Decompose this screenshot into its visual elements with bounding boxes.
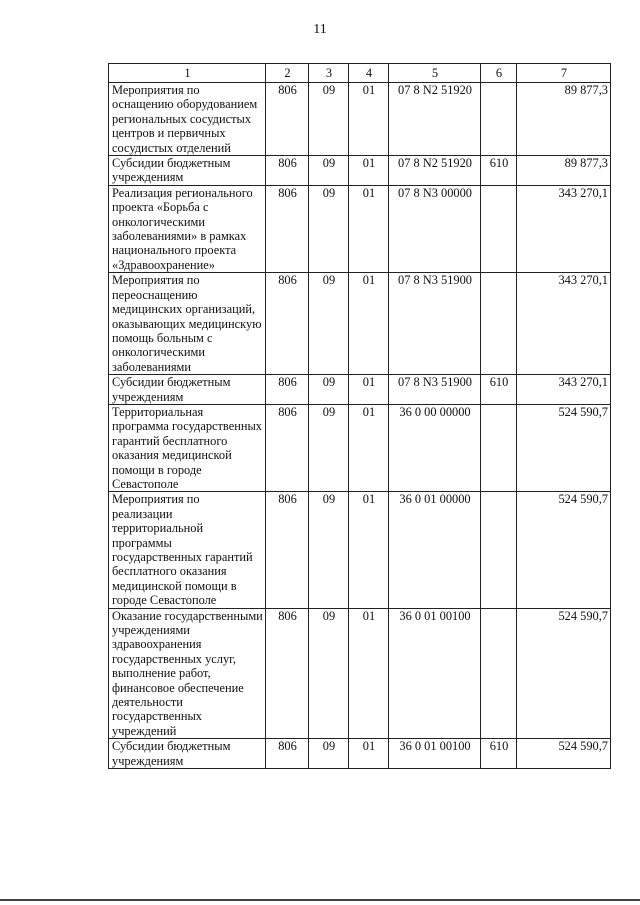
row-amount: 343 270,1	[517, 375, 611, 405]
row-ministry: 806	[266, 185, 309, 272]
row-section: 09	[309, 492, 349, 608]
row-subsection: 01	[349, 404, 389, 491]
row-target: 36 0 00 00000	[389, 404, 481, 491]
table-row	[109, 156, 611, 186]
row-ministry: 806	[266, 404, 309, 491]
table-row	[109, 404, 611, 491]
column-header-expense: 6	[481, 64, 517, 83]
column-header-name: 1	[109, 64, 266, 83]
row-amount: 89 877,3	[517, 156, 611, 186]
row-name: Субсидии бюджетным учреждениям	[109, 375, 266, 405]
row-section: 09	[309, 156, 349, 186]
row-name: Мероприятия по реализации территориальной программы государственных гарантий бесплатного оказания медицинской помощи в городе Севастополе	[109, 492, 266, 608]
row-target: 36 0 01 00100	[389, 739, 481, 769]
row-section: 09	[309, 739, 349, 769]
row-section: 09	[309, 608, 349, 739]
row-ministry: 806	[266, 273, 309, 375]
table-header-row	[109, 64, 611, 83]
row-expense	[481, 185, 517, 272]
row-target: 36 0 01 00100	[389, 608, 481, 739]
column-header-subsection: 4	[349, 64, 389, 83]
row-section: 09	[309, 273, 349, 375]
row-expense	[481, 404, 517, 491]
row-target: 07 8 N3 51900	[389, 375, 481, 405]
table-row	[109, 492, 611, 608]
table-row	[109, 83, 611, 156]
row-ministry: 806	[266, 375, 309, 405]
row-target: 07 8 N3 51900	[389, 273, 481, 375]
row-ministry: 806	[266, 739, 309, 769]
table-row	[109, 185, 611, 272]
row-ministry: 806	[266, 608, 309, 739]
row-subsection: 01	[349, 739, 389, 769]
row-expense	[481, 273, 517, 375]
table-row	[109, 375, 611, 405]
row-name: Мероприятия по оснащению оборудованием региональных сосудистых центров и первичных сосудистых отделений	[109, 83, 266, 156]
row-section: 09	[309, 185, 349, 272]
row-section: 09	[309, 404, 349, 491]
row-amount: 524 590,7	[517, 608, 611, 739]
row-target: 07 8 N2 51920	[389, 83, 481, 156]
column-header-ministry: 2	[266, 64, 309, 83]
row-amount: 89 877,3	[517, 83, 611, 156]
table-row	[109, 608, 611, 739]
row-expense: 610	[481, 375, 517, 405]
row-subsection: 01	[349, 273, 389, 375]
row-expense: 610	[481, 156, 517, 186]
row-name: Территориальная программа государственных гарантий бесплатного оказания медицинской помощи в городе Севастополе	[109, 404, 266, 491]
row-expense: 610	[481, 739, 517, 769]
row-amount: 343 270,1	[517, 273, 611, 375]
page-bottom-edge	[0, 899, 640, 901]
row-subsection: 01	[349, 156, 389, 186]
row-section: 09	[309, 375, 349, 405]
row-target: 07 8 N2 51920	[389, 156, 481, 186]
page-number: 11	[313, 22, 327, 37]
column-header-amount: 7	[517, 64, 611, 83]
row-subsection: 01	[349, 375, 389, 405]
row-amount: 524 590,7	[517, 404, 611, 491]
row-section: 09	[309, 83, 349, 156]
row-amount: 524 590,7	[517, 492, 611, 608]
row-name: Субсидии бюджетным учреждениям	[109, 156, 266, 186]
row-ministry: 806	[266, 83, 309, 156]
table-row	[109, 273, 611, 375]
row-target: 07 8 N3 00000	[389, 185, 481, 272]
row-subsection: 01	[349, 492, 389, 608]
budget-table	[108, 63, 611, 769]
row-target: 36 0 01 00000	[389, 492, 481, 608]
row-expense	[481, 492, 517, 608]
row-name: Субсидии бюджетным учреждениям	[109, 739, 266, 769]
row-expense	[481, 83, 517, 156]
column-header-section: 3	[309, 64, 349, 83]
row-expense	[481, 608, 517, 739]
row-name: Реализация регионального проекта «Борьба с онкологическими заболеваниями» в рамках национального проекта «Здравоохранение»	[109, 185, 266, 272]
row-ministry: 806	[266, 156, 309, 186]
row-subsection: 01	[349, 185, 389, 272]
table-row	[109, 739, 611, 769]
row-subsection: 01	[349, 608, 389, 739]
row-name: Оказание государственными учреждениями здравоохранения государственных услуг, выполнение работ, финансовое обеспечение деятельности государственных учреждений	[109, 608, 266, 739]
column-header-target: 5	[389, 64, 481, 83]
row-ministry: 806	[266, 492, 309, 608]
row-name: Мероприятия по переоснащению медицинских организаций, оказывающих медицинскую помощь больным с онкологическими заболеваниями	[109, 273, 266, 375]
row-subsection: 01	[349, 83, 389, 156]
row-amount: 343 270,1	[517, 185, 611, 272]
row-amount: 524 590,7	[517, 739, 611, 769]
